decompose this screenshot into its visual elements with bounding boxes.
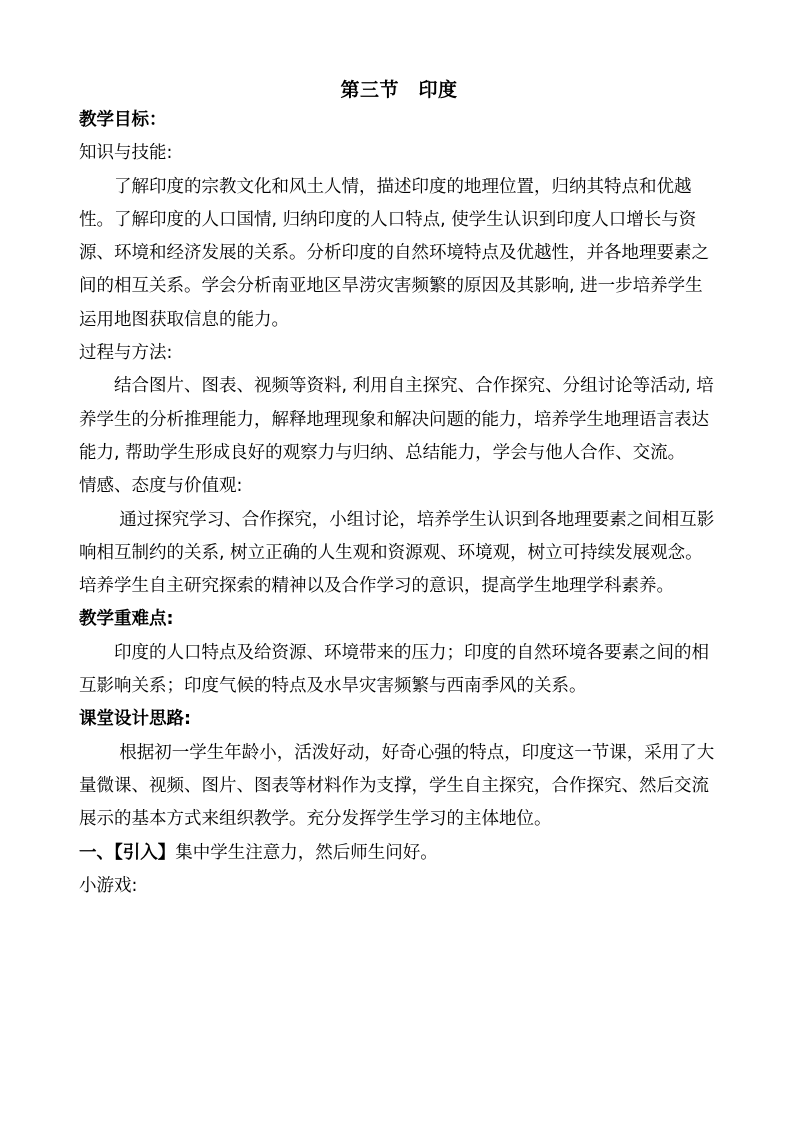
document-page xyxy=(79,76,719,903)
intro-label: 一、【引入】 xyxy=(79,842,176,863)
intro-text: 集中学生注意力，然后师生问好。 xyxy=(175,842,438,863)
process-paragraph: 结合图片、图表、视频等资料, 利用自主探究、合作探究、分组讨论等活动, 培养学生的分析推理能力，解释地理现象和解决问题的能力，培养学生地理语言表达能力, 帮助学生形成良好的观察力与归纳、总结能力，学会与他人合作、交流。 xyxy=(79,376,714,463)
game-heading: 小游戏: xyxy=(79,875,138,896)
page-title: 第三节 印度 xyxy=(340,79,458,101)
design-paragraph: 根据初一学生年龄小，活泼好动，好奇心强的特点，印度这一节课，采用了大量微课、视频、图片、图表等材料作为支撑，学生自主探究，合作探究、然后交流展示的基本方式来组织教学。充分发挥学生学习的主体地位。 xyxy=(79,742,715,830)
emotion-paragraph: 通过探究学习、合作探究，小组讨论，培养学生认识到各地理要素之间相互影响相互制约的关系, 树立正确的人生观和资源观、环境观，树立可持续发展观念。培养学生自主研究探索的精神以及合作学习的意识，提高学生地理学科素养。 xyxy=(79,509,715,597)
knowledge-paragraph: 了解印度的宗教文化和风土人情，描述印度的地理位置，归纳其特点和优越性。了解印度的人口国情, 归纳印度的人口特点, 使学生认识到印度人口增长与资源、环境和经济发展的关系。分析印度的自然环境特点及优越性，并各地理要素之间的相互关系。学会分析南亚地区旱涝灾害频繁的原因及其影响, 进一步培养学生运用地图获取信息的能力。 xyxy=(79,176,709,330)
objectives-heading: 教学目标： xyxy=(79,110,167,130)
emotion-heading: 情感、态度与价值观: xyxy=(79,476,243,497)
intro-line xyxy=(79,837,719,870)
key-points-heading: 教学重难点: xyxy=(79,609,174,630)
design-heading: 课堂设计思路: xyxy=(79,709,191,730)
process-heading: 过程与方法: xyxy=(79,343,173,364)
knowledge-heading: 知识与技能: xyxy=(79,143,173,164)
key-points-paragraph: 印度的人口特点及给资源、环境带来的压力；印度的自然环境各要素之间的相互影响关系；印度气候的特点及水旱灾害频繁与西南季风的关系。 xyxy=(79,642,709,697)
